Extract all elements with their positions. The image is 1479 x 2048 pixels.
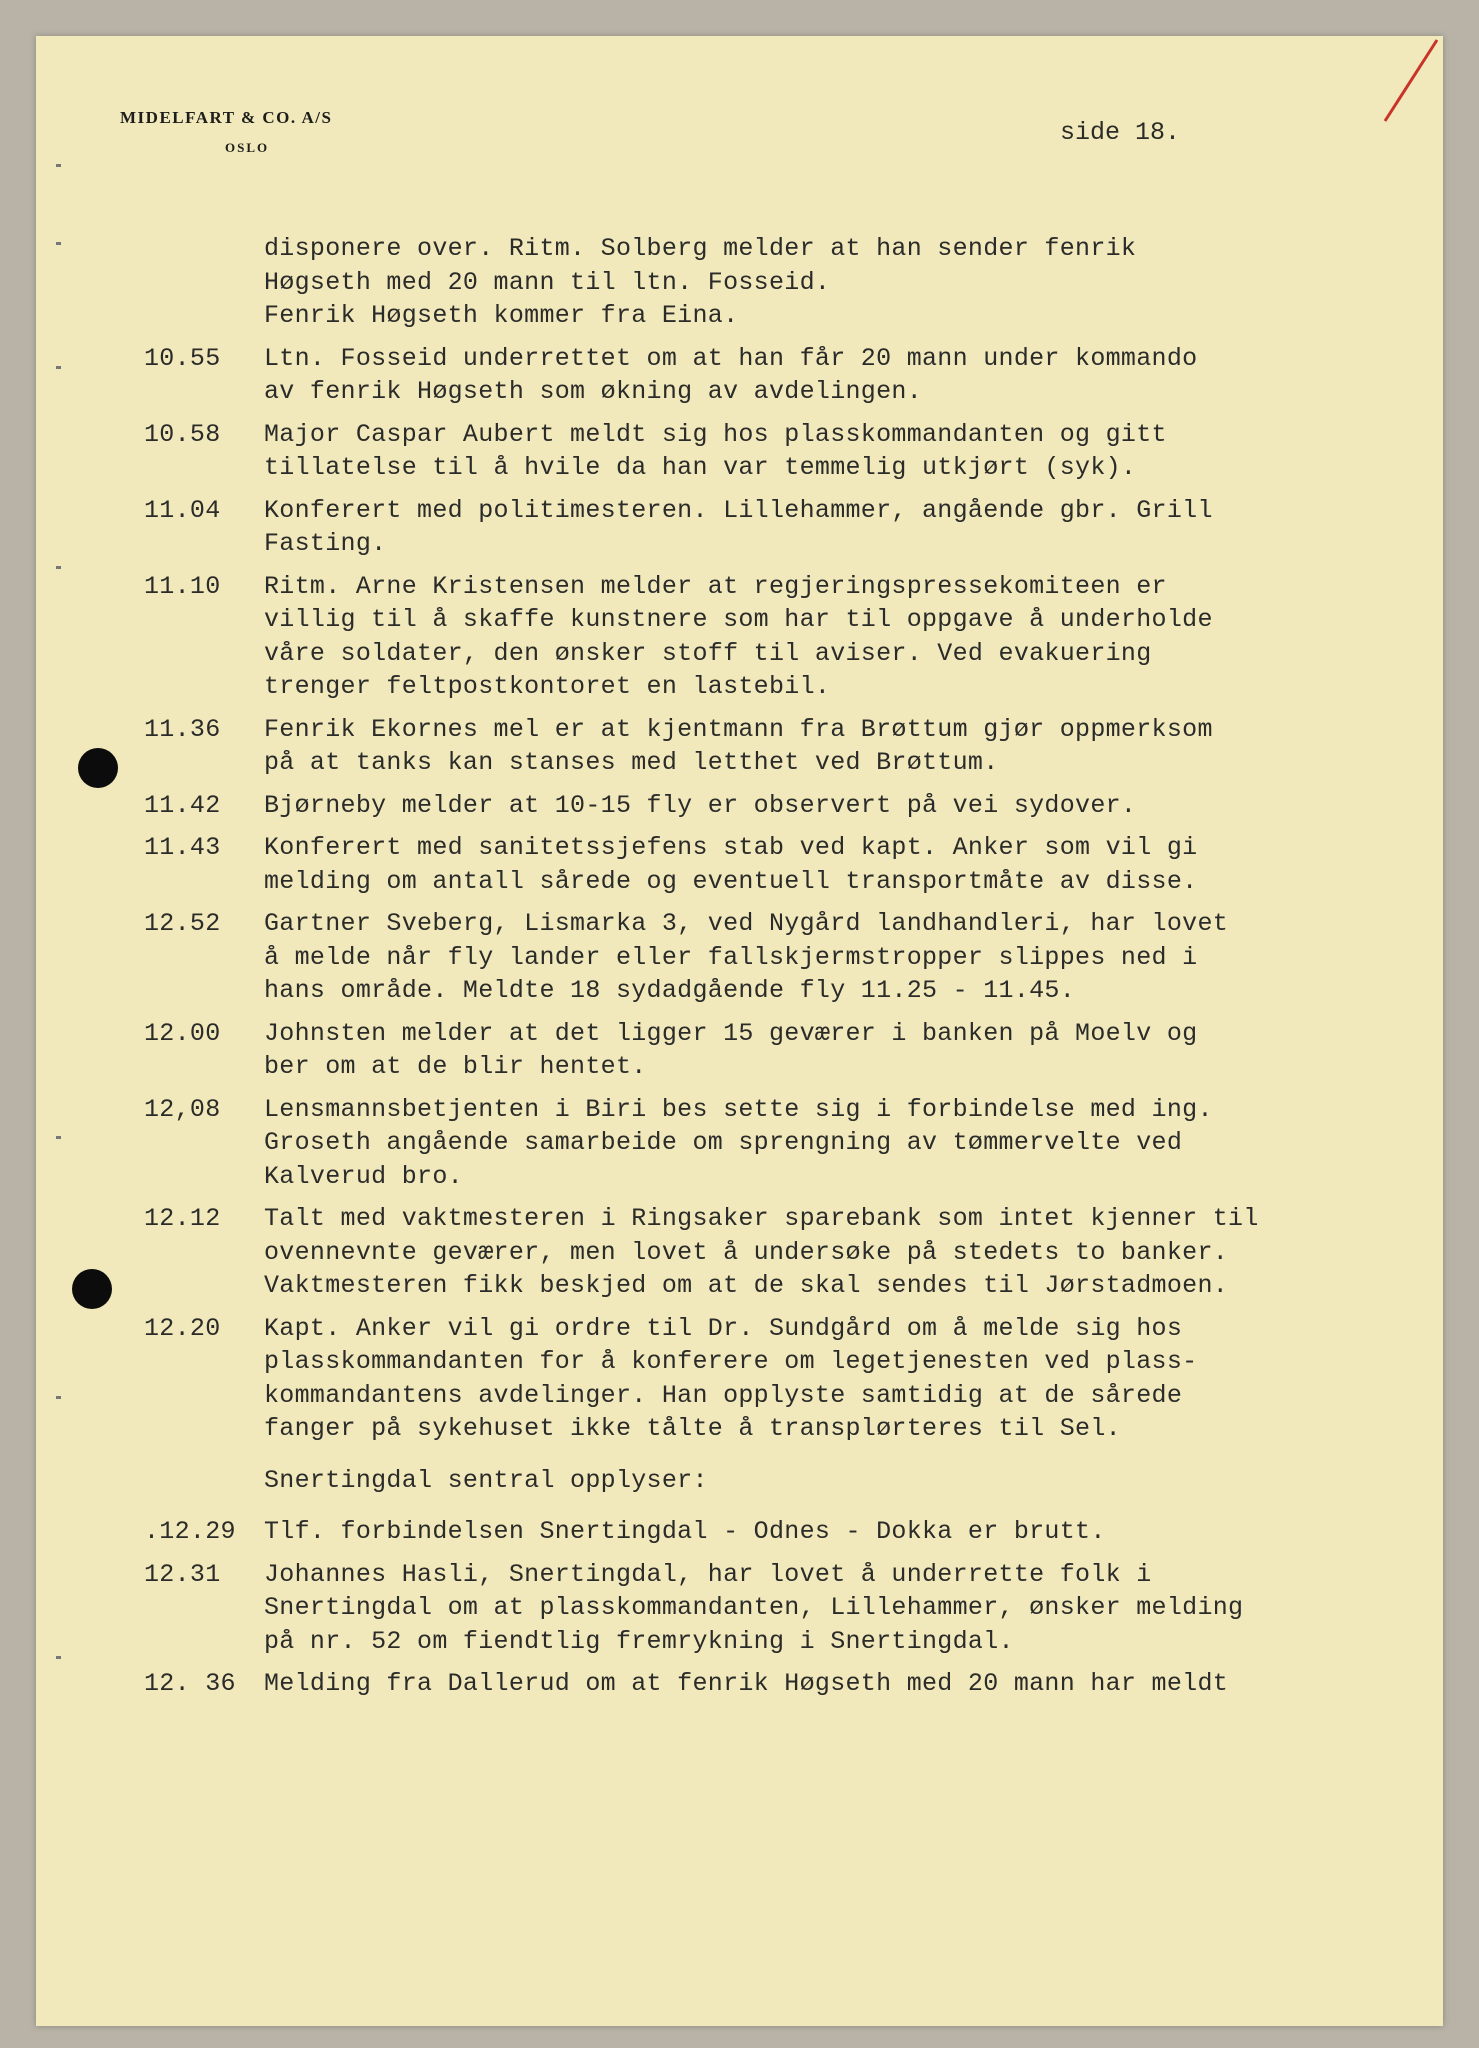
entry-time: .12.29 — [144, 1517, 236, 1546]
text-line: Kapt. Anker vil gi ordre til Dr. Sundgård om å melde sig hos — [264, 1313, 1183, 1343]
entry-body — [264, 570, 1404, 704]
text-line: på at tanks kan stanses med letthet ved Brøttum. — [264, 748, 999, 777]
text-line: Lensmannsbetjenten i Biri bes sette sig i forbindelse med ing. — [264, 1094, 1213, 1124]
entry-body — [264, 907, 1404, 1008]
entry-body — [264, 342, 1404, 409]
text-line: Snertingdal om at plasskommandanten, Lillehammer, ønsker melding — [264, 1593, 1244, 1622]
log-entry — [144, 1667, 1404, 1701]
entry-body — [264, 1093, 1404, 1194]
text-line: å melde når fly lander eller fallskjermstropper slippes ned i — [264, 942, 1198, 972]
text-line: fanger på sykehuset ikke tålte å transplørteres til Sel. — [264, 1414, 1121, 1443]
text-line: Bjørneby melder at 10-15 fly er observert på vei sydover. — [264, 790, 1137, 820]
entry-body — [264, 1312, 1404, 1446]
log-entry — [144, 1202, 1404, 1303]
text-line: Gartner Sveberg, Lismarka 3, ved Nygård landhandleri, har lovet — [264, 909, 1229, 938]
punch-hole — [78, 748, 118, 788]
log-entry — [144, 570, 1404, 704]
entry-body — [264, 1202, 1404, 1303]
text-line: trenger feltpostkontoret en lastebil. — [264, 672, 831, 701]
log-entry — [144, 418, 1404, 485]
text-line: Ltn. Fosseid underrettet om at han får 20 mann under kommando — [264, 343, 1198, 373]
text-line: hans område. Meldte 18 sydadgående fly 11.25 - 11.45. — [264, 976, 1076, 1005]
text-line: Fenrik Ekornes mel er at kjentmann fra Brøttum gjør oppmerksom — [264, 714, 1213, 744]
text-line: Melding fra Dallerud om at fenrik Høgseth med 20 mann har meldt — [264, 1669, 1229, 1698]
text-line: Høgseth med 20 mann til ltn. Fosseid. — [264, 267, 831, 297]
log-entry — [144, 1515, 1404, 1549]
text-line: på nr. 52 om fiendtlig fremrykning i Snertingdal. — [264, 1626, 1014, 1656]
text-line: Groseth angående samarbeide om sprengning av tømmervelte ved — [264, 1128, 1183, 1157]
entry-time: 12,08 — [144, 1094, 221, 1124]
text-line: våre soldater, den ønsker stoff til aviser. Ved evakuering — [264, 638, 1152, 668]
entry-body — [264, 1667, 1404, 1701]
entry-time: 12.00 — [144, 1018, 221, 1048]
red-pencil-mark — [1363, 36, 1443, 126]
entry-body — [264, 1017, 1404, 1084]
entry-body — [264, 1558, 1404, 1659]
margin-dot — [56, 1396, 61, 1399]
entry-body — [264, 418, 1404, 485]
text-line: ber om at de blir hentet. — [264, 1052, 647, 1081]
entry-body — [264, 831, 1404, 898]
log-entries — [144, 342, 1404, 1446]
page-number: side 18. — [1060, 118, 1181, 147]
text-line: Konferert med sanitetssjefens stab ved kapt. Anker som vil gi — [264, 833, 1198, 862]
log-entry — [144, 1017, 1404, 1084]
entry-time: 11.04 — [144, 495, 221, 525]
entry-time: 12.20 — [144, 1313, 221, 1343]
text-line: villig til å skaffe kunstnere som har til oppgave å underholde — [264, 605, 1213, 634]
punch-hole — [72, 1269, 112, 1309]
text-line: Tlf. forbindelsen Snertingdal - Odnes - Dokka er brutt. — [264, 1517, 1106, 1546]
document-page — [36, 36, 1443, 2026]
log-entry — [144, 907, 1404, 1008]
text-line: Vaktmesteren fikk beskjed om at de skal sendes til Jørstadmoen. — [264, 1271, 1229, 1300]
entry-body — [264, 1515, 1404, 1549]
entry-time: 12.12 — [144, 1204, 221, 1233]
log-entry — [144, 494, 1404, 561]
entry-time: 12.52 — [144, 909, 221, 938]
text-line: ovennevnte geværer, men lovet å undersøke på stedets to banker. — [264, 1237, 1229, 1267]
entry-body — [264, 713, 1404, 780]
log-entry — [144, 713, 1404, 780]
log-text — [144, 232, 1404, 1710]
text-line: Major Caspar Aubert meldt sig hos plasskommandanten og gitt — [264, 419, 1167, 449]
entry-time: 11.43 — [144, 833, 221, 862]
text-line: Konferert med politimesteren. Lillehammer, angående gbr. Grill — [264, 495, 1213, 525]
text-line: tillatelse til å hvile da han var temmelig utkjørt (syk). — [264, 453, 1137, 482]
margin-dot — [56, 1656, 61, 1659]
margin-dot — [56, 366, 61, 369]
log-entry — [144, 789, 1404, 823]
margin-dot — [56, 164, 61, 167]
text-line: Ritm. Arne Kristensen melder at regjeringspressekomiteen er — [264, 571, 1167, 601]
entry-time: 12.31 — [144, 1559, 221, 1589]
margin-dot — [56, 566, 61, 569]
log-entry — [144, 1312, 1404, 1446]
text-line: Fenrik Høgseth kommer fra Eina. — [264, 301, 739, 330]
entry-body — [264, 789, 1404, 823]
entry-time: 12. 36 — [144, 1669, 236, 1698]
section-heading: Snertingdal sentral opplyser: — [264, 1465, 708, 1495]
letterhead — [120, 108, 332, 156]
text-line: kommandantens avdelinger. Han opplyste samtidig at de sårede — [264, 1380, 1183, 1410]
entry-time: 11.10 — [144, 571, 221, 601]
company-name: MIDELFART & CO. A/S — [120, 108, 333, 127]
text-line: disponere over. Ritm. Solberg melder at han sender fenrik — [264, 234, 1137, 263]
text-line: Talt med vaktmesteren i Ringsaker sparebank som intet kjenner til — [264, 1204, 1259, 1233]
log-entry — [144, 831, 1404, 898]
company-city: OSLO — [225, 140, 270, 155]
continuation-text — [144, 232, 1404, 333]
entry-time: 10.58 — [144, 419, 221, 449]
text-line: Johannes Hasli, Snertingdal, har lovet å underrette folk i — [264, 1559, 1152, 1589]
log-entries-snertingdal — [144, 1515, 1404, 1701]
text-line: av fenrik Høgseth som økning av avdelingen. — [264, 377, 923, 406]
text-line: Fasting. — [264, 529, 387, 558]
text-line: plasskommandanten for å konferere om legetjenesten ved plass- — [264, 1347, 1198, 1376]
text-line: Johnsten melder at det ligger 15 geværer i banken på Moelv og — [264, 1018, 1198, 1048]
text-line: Kalverud bro. — [264, 1161, 463, 1191]
entry-time: 10.55 — [144, 343, 221, 373]
margin-dot — [56, 242, 61, 245]
margin-dot — [56, 1136, 61, 1139]
text-line: melding om antall sårede og eventuell transportmåte av disse. — [264, 866, 1198, 896]
entry-time: 11.36 — [144, 714, 221, 744]
log-entry — [144, 1558, 1404, 1659]
log-entry — [144, 342, 1404, 409]
entry-body — [264, 494, 1404, 561]
log-entry — [144, 1093, 1404, 1194]
entry-time: 11.42 — [144, 790, 221, 820]
